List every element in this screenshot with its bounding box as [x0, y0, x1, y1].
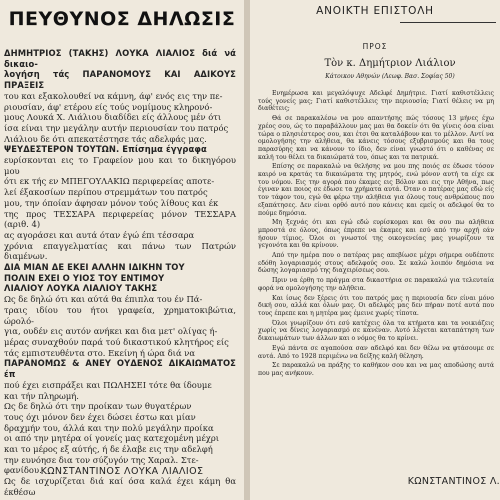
letter-address: Κάτοικον Αθηνών (Λεωφ. Βασ. Σοφίας 50) [325, 73, 455, 80]
declaration-line: Ως δε δηλώ ότι και αύτά θα έπιπλα του έν Πά- [4, 294, 203, 305]
declaration-line: τάς εμπιστευθέντα στο. Εκείνη ή ώρα διά να [4, 347, 196, 358]
declaration-line: ΠΟΛΙΝ ΕΧΕΙ Ο ΥΙΟΣ ΤΟΥ ΕΝΤΙΜΟΥ [4, 272, 165, 283]
declaration-line: ριουσίαν, άφ' ετέρου είς τούς νομίμους κληρονό- [4, 101, 213, 112]
declaration-line: ΠΑΡΑΝΟΜΩΣ & ΑΝΕΥ ΟΥΔΕΝΟΣ ΔΙΚΑΙΩΜΑΤΟΣ έπ [4, 358, 236, 380]
open-letter-page [250, 0, 500, 500]
declaration-line: μέρας συναχθούν παρά τού δικαστικού κλητήρος είς [4, 336, 229, 347]
letter-paragraph: Εγώ πάντα σε αγαπούσα σαν αδελφό και δεν θέλω να φτάσουμε σε αυτά. Από το 1928 περιμένω να δείξης καλή θέληση. [258, 344, 494, 360]
declaration-line: ΛΙΑΛΙΟΥ ΛΟΥΚΑ ΛΙΑΛΙΟΥ ΤΑΚΗΣ [4, 283, 158, 294]
letter-to-label: ΠΡΟΣ [362, 42, 388, 51]
letter-paragraph: Ενημέρωσα και μεγαλόψυχε Αδελφέ Δημήτριε. Γιατί καθιστέλλεις τούς γονείς μας; Γιατί καθιστέλλεις την περιουσία; Γιατί θέλεις να μη διαθέτεις; [258, 90, 494, 113]
declaration-line: μους Λουκά Χ. Λιάλιου διαδίδει είς άλλους μέν ότι [4, 112, 222, 123]
letter-signature: ΚΩΝΣΤΑΝΤΙΝΟΣ Λ. [407, 476, 500, 487]
declaration-line: και τήν πληρωμή. [4, 390, 79, 401]
declaration-line: Λιάλιου δε ότι απεκατέστησε τάς αδελφάς μας. [4, 133, 207, 144]
declaration-line: της προς ΤΕΣΣΑΡΑ περιφερείας μόνον ΤΕΣΣΑΡΑ (αριθ. 4) [4, 208, 236, 230]
declaration-line: και το μέρος εξ αύτής, ή δε έλαβε εις την αδελφή [4, 444, 213, 455]
declaration-line: τραις ιδίου του ήτοι γραφεία, χρηματοκιβώτια, ώρολό- [4, 304, 236, 326]
letter-paragraph: Όλοι γνωρίζουν ότι εσύ κατέχεις όλα τα κτήματα και τα νοικιάζεις χωρίς να δίνεις λογαριασμό σε κανέναν. Αυτό λέγεται καταπάτηση των δικαιωμάτων των άλλων και ο νόμος θα το κρίνει. [258, 319, 494, 343]
title-underline [400, 22, 496, 23]
letter-paragraph: Θά σε παρακαλέσω να μου απαντήσης πώς τόσους 13 μήνες έχω χρέος σου, ώς το παραβάλλουν μας μαι θα δοκείν ότι θα γίνεις όσα είναι τώρα ο πλησιέστερος σου, και έτσι θα καταλάβουν και το μέλλον. Αντί να ομολογήσης την αλήθεια, θα κάνεις τόσους εξυβρισμούς και θα τους παρασύρης και να κάνουν το ίδιο, δεν είναι γνωστό ότι ο καθένας σε καλή του θέλει τα δικαιώματά του, όπως και τα πατρικά. [258, 115, 494, 161]
letter-paragraph: Πριν να έρθη το πράγμα στα δικαστήρια σε παρακαλώ για τελευταία φορά να ομολογήσης την αλήθεια. [258, 277, 494, 292]
responsible-declaration-page [0, 0, 244, 500]
open-letter-title: ΑΝΟΙΚΤΗ ΕΠΙΣΤΟΛΗ [316, 5, 434, 17]
declaration-line: ας αγοράσει και αυτά όταν έγώ έπι τέσσαρα [4, 229, 195, 240]
declaration-line: Ως δε δηλώ ότι την προίκαν των θυγατέρων [4, 401, 192, 412]
declaration-line: ευρίσκονται εις το Γραφείον μου και το δικηγόρου μου [4, 155, 236, 176]
declaration-line: λογήση τάς ΠΑΡΑΝΟΜΟΥΣ ΚΑΙ ΑΔΙΚΟΥΣ ΠΡΑΞΕΙΣ [4, 69, 236, 91]
letter-paragraph: Και ίσως δεν ξέρεις ότι του πατρός μας η περιουσία δεν είναι μόνο δική σου, αλλά και όλων μας. Οι αδελφές μας δεν πήραν ποτέ αυτά που τους έπρεπε και η μητέρα μας έμεινε χωρίς τίποτα. [258, 294, 494, 317]
declaration-line: λεί έξακοσίων περίπου στρεμμάτων του πατρός [4, 187, 208, 198]
letter-paragraph: Σε παρακαλώ να πράξης το καθήκον σου και να μας αποδώσης αυτά που μας ανήκουν. [258, 362, 494, 377]
declaration-line: ότι εκ τής εν ΜΠΕΓΟΥΛΑΚΙΩ περιφερείας αποτε- [4, 176, 215, 187]
declaration-line: τους όχι μόνον δεν έχει δώσει έστω και μίαν [4, 411, 196, 422]
declaration-line: δραχμήν του, άλλά και την πολύ μεγάλην προίκα [4, 422, 214, 433]
declaration-line: πού έχει εισπράξει και ΠΩΛΗΣΕΙ τότε θα ίδουμε [4, 379, 212, 390]
letter-paragraph: Μη ξεχνάς ότι και εγώ εδώ ευρίσκομαι και θα σου πω αλήθεια μπροστά σε όλους, όπως έπρεπε να έκαμες και εσύ από την αρχή εάν ήσουν τίμιος. Όλοι οι γνωστοί της οικογενείας μας γνωρίζουν τα γεγονότα και θα κρίνουν. [258, 219, 494, 250]
declaration-line: φανίδου. [4, 465, 42, 476]
letter-body [258, 90, 494, 380]
declaration-body [4, 48, 236, 498]
declaration-line: ΨΕΥΔΕΣΤΕΡΟΝ ΤΟΥΤΩΝ. Επίσημα έγγραφα [4, 144, 207, 155]
letter-paragraph: Από την ημέρα που ο πατέρας μας απεβίωσε μέχρι σήμερα ουδέποτε εδόθη λογαριασμός στους αδελφούς σου. Σε καλώ λοιπόν δημόσια να δώσης λογαριασμό της διαχειρίσεως σου. [258, 252, 494, 275]
letter-addressee: Τὸν κ. Δημήτριον Λιάλιον [324, 58, 456, 69]
declaration-line: οι από την μητέρα οί γονείς μας κατεχομένη μέχρι [4, 433, 220, 444]
declaration-line: ΔΙΑ ΜΙΑΝ ΔΕ ΕΚΕΙ ΑΛΛΗΝ ΙΔΙΚΗΝ ΤΟΥ [4, 262, 185, 273]
declaration-line: του και εξακολουθεί να κάμνη, άφ' ενός εις την πε- [4, 90, 223, 101]
declaration-line: την ευνόησε δια τον σύζυγόν της Χαραλ. Στε- [4, 454, 199, 465]
declaration-line: μου, την όποίαν άφησαν μόνον τούς λίθους και έκ [4, 197, 219, 208]
declaration-line: Ως δε ισχυρίζεται διά καί όσα καλά έχει κάμη θα έκθέσω [4, 476, 236, 497]
declaration-title: ΠΕΥΘΥΝΟΣ ΔΗΛΩΣΙΣ [8, 8, 236, 30]
letter-paragraph: Επίσης σε παρακαλώ να θελήσης να μου πης ποιός σε έδωσε τόσον καιρό να κρατάς τα δικαιώματα της μητρός, ενώ μόνον αυτή τα είχε εκ του νόμου. Εις την αγορά που έκαμες εις Βόλον και εις την Αθήνα, πως έγιναν και ποιος σε έδωσε τα χρήματα αυτά. Όταν ο πατέρας μας εδώ είς τον τάφον του, εγώ θα φέρω την αλήθεια για όλους τους ανθρώπους που εξαπάτησες. Δεν είναι ορθό αυτό που κάνεις και εμείς οι αδελφοί θα το πούμε δημόσια. [258, 163, 494, 217]
declaration-line: χρόνια επαγγελματίας και πάνω των Πατρών διαμένων. [4, 240, 236, 262]
declaration-line: ίσα είναι την μεγάλην αυτήν περιουσίαν του πατρός [4, 122, 229, 133]
declaration-signature: ΚΩΝΣΤΑΝΤΙΝΟΣ ΛΟΥΚΑ ΛΙΑΛΙΟΣ [40, 466, 204, 477]
declaration-line: για, ουδέν εις αυτόν ανήκει και δια μετ' ολίγας ή- [4, 326, 218, 337]
declaration-line: ΔΗΜΗΤΡΙΟΣ (ΤΑΚΗΣ) ΛΟΥΚΑ ΛΙΑΛΙΟΣ διά νά δικαιο- [4, 48, 236, 69]
